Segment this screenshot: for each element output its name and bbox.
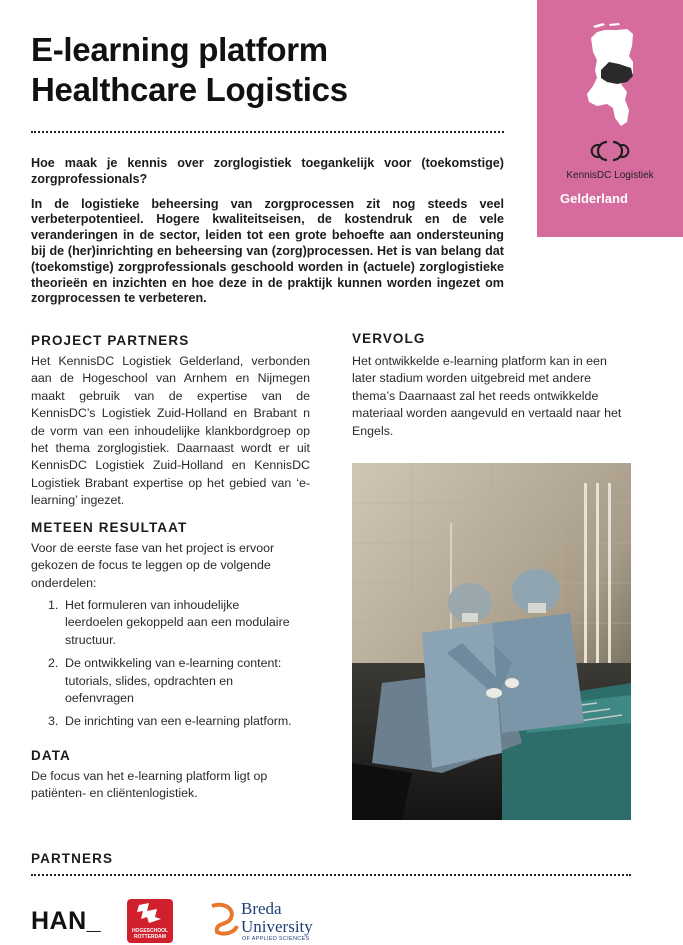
list-item-number: 2. bbox=[48, 656, 59, 671]
list-item bbox=[48, 713, 298, 730]
meteen-resultaat-text: Voor de eerste fase van het project is ervoor gekozen de focus te leggen op de volgende onderdelen: bbox=[31, 541, 275, 590]
data-text: De focus van het e-learning platform ligt op patiënten- en cliëntenlogistiek. bbox=[31, 769, 268, 801]
surgery-photo bbox=[352, 463, 631, 820]
partners-heading: PARTNERS bbox=[31, 851, 114, 866]
intro-question: Hoe maak je kennis over zorglogistiek toegankelijk voor (toekomstige) zorgprofessionals? bbox=[31, 156, 504, 186]
breda-university-logo bbox=[209, 900, 339, 944]
title-line-1: E-learning platform bbox=[31, 31, 328, 68]
region-label: Gelderland bbox=[560, 191, 628, 206]
partners-divider bbox=[31, 874, 631, 876]
project-partners-heading: PROJECT PARTNERS bbox=[31, 333, 190, 348]
vervolg-text: Het ontwikkelde e-learning platform kan in een later stadium worden uitgebreid met andere thema’s Daarnaast zal het reeds ontwikkelde materiaal worden aangevuld en vertaald naar het Engels. bbox=[352, 354, 622, 438]
kennisdc-name: KennisDC Logistiek bbox=[566, 170, 654, 181]
rotterdam-line-2: ROTTERDAM bbox=[134, 934, 166, 940]
rotterdam-emblem-icon bbox=[127, 899, 173, 929]
data-heading: DATA bbox=[31, 748, 71, 763]
vervolg-heading: VERVOLG bbox=[352, 331, 426, 346]
rotterdam-text bbox=[127, 928, 173, 940]
region-card bbox=[537, 0, 683, 237]
hogeschool-rotterdam-logo bbox=[127, 899, 173, 943]
result-list bbox=[48, 597, 298, 737]
breda-mark-icon bbox=[209, 902, 239, 938]
list-item-number: 1. bbox=[48, 598, 59, 612]
list-item-number: 3. bbox=[48, 714, 59, 729]
list-item-text: De inrichting van een e-learning platform. bbox=[65, 714, 292, 729]
intro-paragraph: In de logistieke beheersing van zorgprocessen zit nog steeds veel verbeterpotentieel. Hogere kwaliteitseisen, de kostendruk en de vele veranderingen in de sector, leiden tot een grote behoefte aan ondersteuning bij de (her)inrichting en beheersing van (zorg)processen. Het is van belang dat (toekomstige) zorgprofessionals geschoold worden in (actuele) zorglogistieke theorieën en inzichten en hoe deze in de praktijk kunnen worden ingezet om zorgprocessen te verbeteren. bbox=[31, 196, 504, 306]
list-item bbox=[48, 597, 298, 649]
breda-line-3: OF APPLIED SCIENCES bbox=[242, 936, 310, 942]
breda-line-1: Breda bbox=[241, 899, 282, 918]
title-divider bbox=[31, 131, 504, 133]
intro bbox=[31, 156, 504, 316]
breda-line-2: University bbox=[241, 917, 313, 936]
netherlands-map-icon bbox=[587, 22, 635, 128]
meteen-resultaat-heading: METEEN RESULTAAT bbox=[31, 520, 188, 535]
page-title bbox=[31, 30, 501, 110]
han-logo: HAN_ bbox=[31, 907, 102, 935]
breda-text bbox=[241, 900, 313, 936]
list-item bbox=[48, 655, 298, 707]
list-item-text: De ontwikkeling van e-learning content: tutorials, slides, opdrachten en oefenvragen bbox=[65, 656, 282, 706]
project-partners-text: Het KennisDC Logistiek Gelderland, verbonden aan de Hogeschool van Arnhem en Nijmegen maakt gebruik van de expertise van de KennisDC’s Logistiek Zuid-Holland en Brabant n de vorm van een inhoudelijke klankbordgroep op het thema zorglogistiek. Daarnaast wordt er uit KennisDC Logistiek Zuid-Holland en KennisDC Logistiek Brabant expertise op het gebied van ‘e-learning’ ingezet. bbox=[31, 354, 310, 508]
list-item-text: Het formuleren van inhoudelijke leerdoelen gekoppeld aan een modulaire structuur. bbox=[65, 598, 290, 647]
rotterdam-line-1: HOGESCHOOL bbox=[131, 928, 169, 934]
kennisdc-logo-icon bbox=[587, 138, 633, 164]
title-line-2: Healthcare Logistics bbox=[31, 71, 348, 108]
